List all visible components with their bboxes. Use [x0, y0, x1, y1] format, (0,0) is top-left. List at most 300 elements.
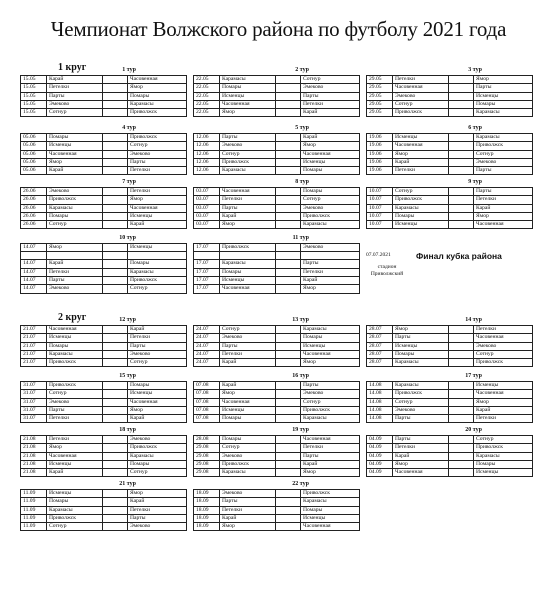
away-team: Часовенная: [474, 390, 533, 398]
tour-header: [20, 312, 186, 325]
home-team: Ямор: [47, 158, 103, 166]
score-cell: [103, 350, 128, 358]
tour-header: [20, 62, 186, 75]
score-cell: [276, 460, 301, 468]
match-row: [367, 326, 533, 334]
away-team: Часовенная: [301, 350, 360, 358]
match-row: [21, 196, 187, 204]
match-row: [367, 150, 533, 158]
home-team: Часовенная: [393, 142, 449, 150]
tour-header: [20, 124, 186, 133]
match-date: 18.09: [194, 523, 220, 531]
match-date: [194, 252, 220, 260]
tour-label: 5 тур: [295, 125, 309, 131]
tour-table: [366, 381, 533, 423]
match-date: 12.06: [194, 142, 220, 150]
match-row: [367, 188, 533, 196]
match-date: 10.07: [367, 221, 393, 229]
home-team: Петелки: [220, 506, 276, 514]
match-date: 28.07: [367, 342, 393, 350]
match-row: [21, 221, 187, 229]
home-team: Исменцы: [220, 406, 276, 414]
match-row: [21, 277, 187, 285]
away-team: Исменцы: [301, 514, 360, 522]
home-team: Приволжск: [220, 460, 276, 468]
match-row: [21, 523, 187, 531]
home-team: Карамасы: [220, 260, 276, 268]
score-cell: [449, 436, 474, 444]
away-team: Сотнур: [474, 150, 533, 158]
score-cell: [276, 514, 301, 522]
tour-label: 14 тур: [465, 317, 482, 323]
tour-table: [193, 243, 360, 294]
away-team: Часовенная: [301, 436, 360, 444]
match-date: 04.09: [367, 460, 393, 468]
final-date: 07.07.2021: [366, 252, 391, 258]
score-cell: [103, 109, 128, 117]
match-date: [21, 252, 47, 260]
score-cell: [449, 84, 474, 92]
away-team: Петелки: [301, 268, 360, 276]
match-date: 18.09: [194, 506, 220, 514]
score-cell: [276, 506, 301, 514]
away-team: Приволжск: [128, 109, 187, 117]
tour-header: [366, 124, 532, 133]
score-cell: [449, 334, 474, 342]
home-team: Эмеково: [47, 100, 103, 108]
home-team: Петелки: [393, 76, 449, 84]
home-team: Карай: [220, 359, 276, 367]
match-row: [367, 390, 533, 398]
match-date: 21.07: [21, 350, 47, 358]
match-date: 31.07: [21, 406, 47, 414]
match-row: [194, 444, 360, 452]
away-team: Ямор: [128, 84, 187, 92]
away-team: Приволжск: [301, 490, 360, 498]
away-team: Сотнур: [474, 350, 533, 358]
away-team: Карамасы: [301, 415, 360, 423]
away-team: Карай: [128, 326, 187, 334]
match-row: [367, 382, 533, 390]
score-cell: [103, 523, 128, 531]
away-team: Эмеково: [301, 390, 360, 398]
match-date: 05.06: [21, 142, 47, 150]
away-team: Приволжск: [128, 134, 187, 142]
match-row: [194, 326, 360, 334]
match-row: [367, 342, 533, 350]
match-date: 28.07: [367, 350, 393, 358]
tour-header: [366, 372, 532, 381]
match-row: [194, 506, 360, 514]
match-row: [194, 188, 360, 196]
final-title: Финал кубка района: [416, 251, 502, 261]
home-team: Карамасы: [220, 76, 276, 84]
home-team: Парты: [47, 277, 103, 285]
match-date: 14.07: [21, 285, 47, 293]
match-row: [367, 444, 533, 452]
match-date: 24.07: [194, 342, 220, 350]
tour-table: [20, 133, 187, 175]
score-cell: [103, 444, 128, 452]
home-team: Эмеково: [47, 398, 103, 406]
tour-table: [366, 435, 533, 477]
score-cell: [103, 221, 128, 229]
match-row: [367, 142, 533, 150]
tour-table: [193, 325, 360, 367]
score-cell: [449, 469, 474, 477]
final-venue: стадион Приволжский: [370, 264, 404, 277]
score-cell: [276, 350, 301, 358]
tour-label: 18 тур: [119, 427, 136, 433]
tour-block: [366, 426, 532, 477]
score-cell: [276, 109, 301, 117]
score-cell: [276, 158, 301, 166]
match-row: [367, 76, 533, 84]
match-date: 28.07: [367, 359, 393, 367]
home-team: Петелки: [47, 268, 103, 276]
match-date: 29.05: [367, 100, 393, 108]
away-team: Исменцы: [128, 390, 187, 398]
match-date: 21.08: [21, 460, 47, 468]
tour-label: 2 тур: [295, 67, 309, 73]
home-team: Петелки: [393, 444, 449, 452]
tour-table: [193, 187, 360, 229]
away-team: Карай: [301, 109, 360, 117]
match-row: [194, 204, 360, 212]
match-date: 21.07: [21, 359, 47, 367]
home-team: Исменцы: [47, 460, 103, 468]
score-cell: [276, 406, 301, 414]
circle-label: 2 круг: [58, 312, 87, 323]
match-row: [194, 142, 360, 150]
home-team: Ямор: [393, 150, 449, 158]
match-date: 18.09: [194, 498, 220, 506]
away-team: Эмеково: [474, 158, 533, 166]
away-team: Сотнур: [128, 142, 187, 150]
match-row: [194, 514, 360, 522]
away-team: Парты: [128, 158, 187, 166]
match-row: [194, 390, 360, 398]
match-date: 17.07: [194, 285, 220, 293]
score-cell: [449, 415, 474, 423]
home-team: Часовенная: [220, 398, 276, 406]
away-team: Карай: [128, 221, 187, 229]
match-row: [367, 158, 533, 166]
match-row: [21, 84, 187, 92]
away-team: Приволжск: [128, 444, 187, 452]
away-team: Карай: [301, 134, 360, 142]
tour-label: 1 тур: [122, 67, 136, 73]
away-team: Помары: [301, 334, 360, 342]
home-team: Эмеково: [47, 285, 103, 293]
score-cell: [276, 285, 301, 293]
match-row: [194, 268, 360, 276]
score-cell: [276, 268, 301, 276]
match-date: 15.05: [21, 76, 47, 84]
score-cell: [276, 260, 301, 268]
match-date: 24.07: [194, 359, 220, 367]
score-cell: [449, 398, 474, 406]
match-date: 22.05: [194, 109, 220, 117]
away-team: Ямор: [128, 406, 187, 414]
home-team: Приволжск: [47, 382, 103, 390]
away-team: Парты: [474, 167, 533, 175]
match-date: 21.07: [21, 334, 47, 342]
match-row: [21, 452, 187, 460]
tour-label: 4 тур: [122, 125, 136, 131]
match-date: 04.09: [367, 452, 393, 460]
away-team: Исменцы: [474, 92, 533, 100]
match-date: 14.08: [367, 406, 393, 414]
score-cell: [103, 452, 128, 460]
away-team: Помары: [128, 92, 187, 100]
match-date: 19.06: [367, 142, 393, 150]
home-team: Карамасы: [393, 204, 449, 212]
match-date: 26.06: [21, 196, 47, 204]
match-date: 17.07: [194, 244, 220, 252]
match-date: 11.09: [21, 514, 47, 522]
home-team: Помары: [393, 350, 449, 358]
away-team: Сотнур: [301, 196, 360, 204]
tour-label: 16 тур: [292, 373, 309, 379]
tour-label: 3 тур: [468, 67, 482, 73]
home-team: Исменцы: [47, 334, 103, 342]
away-team: Ямор: [301, 142, 360, 150]
match-row: [194, 167, 360, 175]
home-team: Помары: [220, 415, 276, 423]
match-row: [21, 204, 187, 212]
away-team: Карамасы: [128, 268, 187, 276]
match-row: [21, 415, 187, 423]
score-cell: [276, 326, 301, 334]
match-date: 22.05: [194, 100, 220, 108]
away-team: Петелки: [128, 167, 187, 175]
score-cell: [276, 142, 301, 150]
score-cell: [276, 244, 301, 252]
away-team: Часовенная: [301, 150, 360, 158]
match-row: [21, 109, 187, 117]
away-team: Помары: [128, 382, 187, 390]
away-team: Эмеково: [128, 150, 187, 158]
match-date: 19.06: [367, 150, 393, 158]
away-team: Парты: [301, 92, 360, 100]
away-team: Парты: [128, 342, 187, 350]
away-team: [128, 252, 187, 260]
match-row: [194, 221, 360, 229]
away-team: Часовенная: [128, 76, 187, 84]
score-cell: [276, 100, 301, 108]
score-cell: [276, 252, 301, 260]
page-title: Чемпионат Волжского района по футболу 2021 года: [50, 17, 507, 41]
away-team: Карамасы: [474, 109, 533, 117]
score-cell: [276, 188, 301, 196]
score-cell: [449, 382, 474, 390]
tour-header: [366, 426, 532, 435]
home-team: Ямор: [393, 460, 449, 468]
home-team: Исменцы: [47, 490, 103, 498]
score-cell: [276, 498, 301, 506]
tour-label: 8 тур: [295, 179, 309, 185]
match-date: 29.08: [194, 460, 220, 468]
score-cell: [276, 84, 301, 92]
score-cell: [103, 167, 128, 175]
home-team: Часовенная: [220, 100, 276, 108]
away-team: Парты: [474, 188, 533, 196]
match-row: [21, 150, 187, 158]
match-date: 03.07: [194, 204, 220, 212]
away-team: Петелки: [128, 188, 187, 196]
match-date: 21.08: [21, 444, 47, 452]
match-date: 21.08: [21, 469, 47, 477]
home-team: Парты: [220, 204, 276, 212]
tour-table: [366, 187, 533, 229]
home-team: Карамасы: [220, 469, 276, 477]
tour-block: [20, 480, 186, 531]
home-team: Парты: [393, 334, 449, 342]
score-cell: [449, 158, 474, 166]
home-team: Ямор: [220, 221, 276, 229]
home-team: Петелки: [393, 167, 449, 175]
score-cell: [103, 490, 128, 498]
home-team: Ямор: [47, 444, 103, 452]
match-date: 29.05: [367, 109, 393, 117]
score-cell: [103, 76, 128, 84]
away-team: Приволжск: [301, 406, 360, 414]
score-cell: [449, 406, 474, 414]
score-cell: [449, 452, 474, 460]
match-date: 29.05: [367, 92, 393, 100]
tour-label: 17 тур: [465, 373, 482, 379]
score-cell: [103, 415, 128, 423]
tour-block: [193, 480, 359, 531]
match-date: 10.07: [367, 212, 393, 220]
match-date: 05.06: [21, 150, 47, 158]
score-cell: [449, 142, 474, 150]
score-cell: [103, 460, 128, 468]
tour-label: 10 тур: [119, 235, 136, 241]
score-cell: [103, 244, 128, 252]
away-team: Петелки: [474, 196, 533, 204]
score-cell: [276, 342, 301, 350]
match-row: [194, 460, 360, 468]
away-team: Помары: [301, 506, 360, 514]
tour-block: [366, 124, 532, 175]
match-row: [367, 436, 533, 444]
match-date: 12.06: [194, 158, 220, 166]
match-row: [21, 188, 187, 196]
home-team: Исменцы: [393, 342, 449, 350]
home-team: Парты: [47, 406, 103, 414]
match-date: 03.07: [194, 196, 220, 204]
tour-block: [366, 372, 532, 423]
score-cell: [276, 382, 301, 390]
home-team: Приволжск: [393, 390, 449, 398]
away-team: Парты: [301, 382, 360, 390]
away-team: Эмеково: [301, 84, 360, 92]
tour-block: [366, 316, 532, 367]
home-team: Парты: [220, 134, 276, 142]
away-team: Петелки: [128, 334, 187, 342]
match-date: 15.05: [21, 92, 47, 100]
away-team: Карамасы: [301, 221, 360, 229]
home-team: Карай: [47, 469, 103, 477]
match-row: [21, 326, 187, 334]
match-date: 14.08: [367, 415, 393, 423]
match-date: 07.08: [194, 398, 220, 406]
tour-header: [193, 372, 359, 381]
match-row: [194, 406, 360, 414]
home-team: Парты: [220, 498, 276, 506]
match-date: 24.07: [194, 350, 220, 358]
match-row: [367, 359, 533, 367]
home-team: Часовенная: [47, 452, 103, 460]
match-date: 29.05: [367, 84, 393, 92]
tour-table: [193, 133, 360, 175]
away-team: Исменцы: [301, 342, 360, 350]
match-date: 10.07: [367, 188, 393, 196]
score-cell: [276, 398, 301, 406]
home-team: Ямор: [220, 390, 276, 398]
score-cell: [103, 100, 128, 108]
match-date: 12.06: [194, 150, 220, 158]
away-team: Часовенная: [128, 204, 187, 212]
tour-header: [366, 316, 532, 325]
score-cell: [449, 188, 474, 196]
match-row: [21, 268, 187, 276]
match-row: [21, 167, 187, 175]
score-cell: [276, 415, 301, 423]
away-team: Помары: [474, 460, 533, 468]
home-team: Карай: [47, 260, 103, 268]
away-team: Исменцы: [474, 382, 533, 390]
match-date: 19.06: [367, 134, 393, 142]
score-cell: [276, 490, 301, 498]
match-row: [21, 142, 187, 150]
score-cell: [449, 92, 474, 100]
away-team: Эмеково: [301, 204, 360, 212]
match-date: 11.09: [21, 498, 47, 506]
away-team: Приволжск: [474, 142, 533, 150]
match-row: [194, 285, 360, 293]
match-row: [194, 260, 360, 268]
score-cell: [449, 444, 474, 452]
tour-table: [20, 75, 187, 117]
away-team: Часовенная: [301, 523, 360, 531]
tour-block: [193, 234, 359, 294]
match-row: [21, 382, 187, 390]
match-date: 11.09: [21, 523, 47, 531]
score-cell: [103, 150, 128, 158]
match-date: 05.06: [21, 158, 47, 166]
match-row: [367, 460, 533, 468]
away-team: Приволжск: [128, 277, 187, 285]
match-date: 15.05: [21, 109, 47, 117]
match-row: [194, 469, 360, 477]
match-row: [367, 221, 533, 229]
away-team: Петелки: [301, 444, 360, 452]
match-date: 29.08: [194, 444, 220, 452]
home-team: Карамасы: [220, 167, 276, 175]
match-row: [367, 452, 533, 460]
match-row: [367, 204, 533, 212]
match-row: [21, 244, 187, 252]
home-team: Помары: [47, 342, 103, 350]
away-team: Петелки: [301, 100, 360, 108]
away-team: Сотнур: [301, 398, 360, 406]
away-team: Сотнур: [128, 469, 187, 477]
score-cell: [276, 221, 301, 229]
match-date: 12.06: [194, 134, 220, 142]
